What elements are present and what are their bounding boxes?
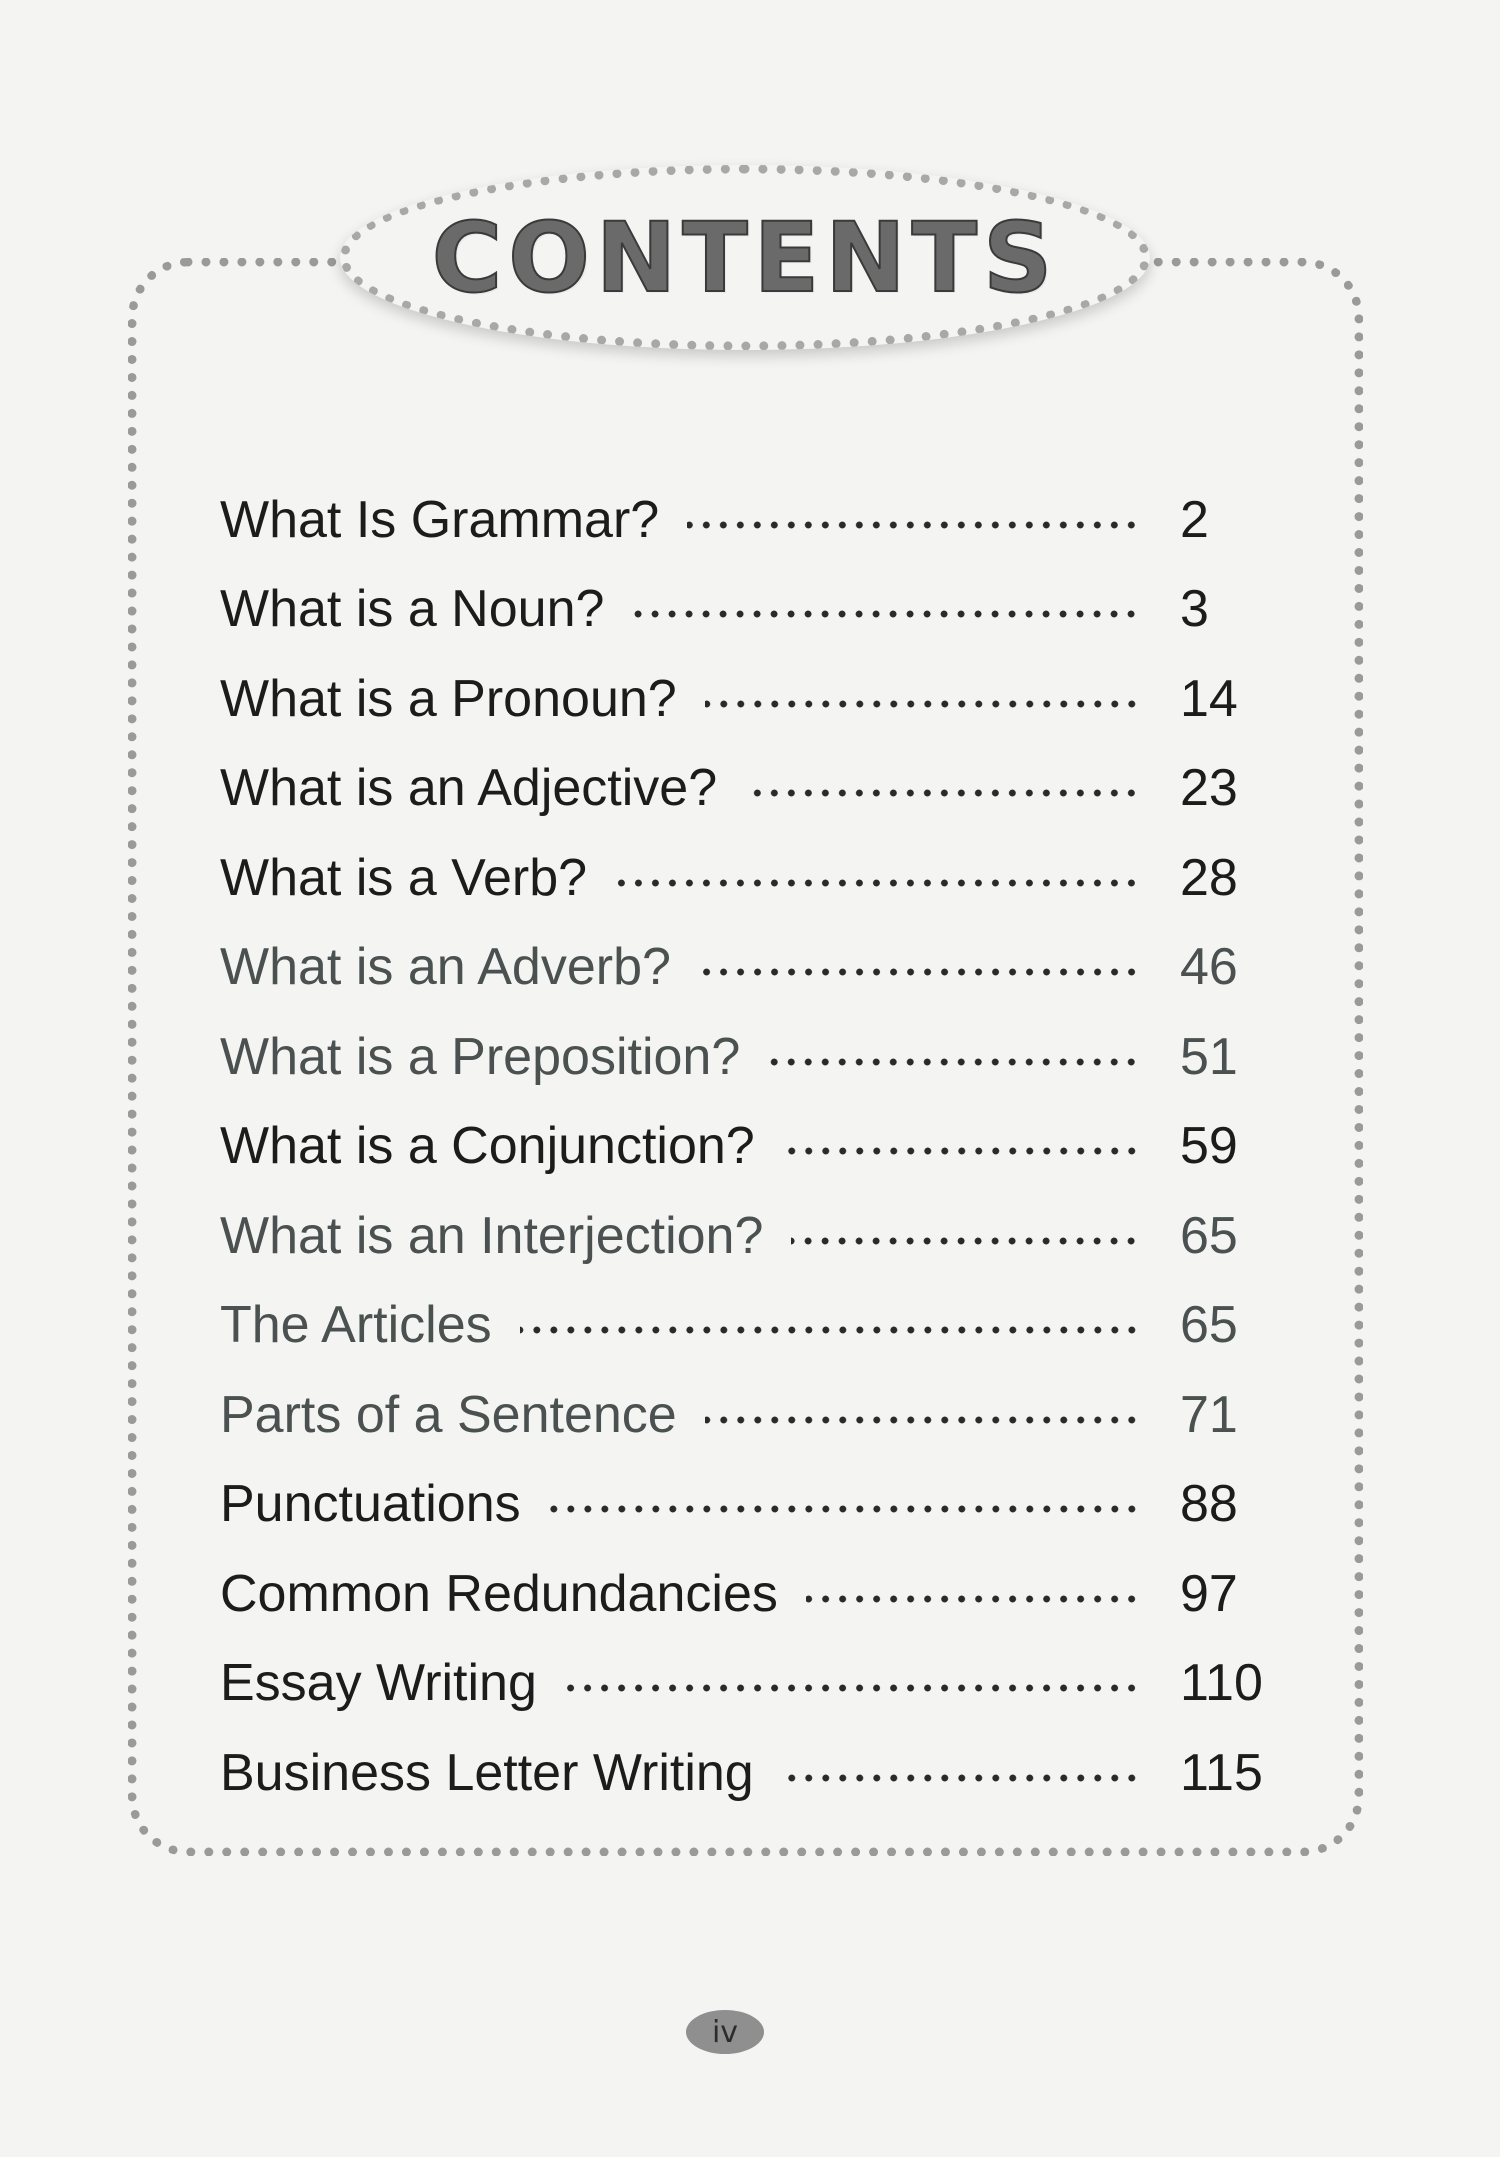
toc-entry[interactable]	[220, 1012, 1280, 1102]
dot-leader	[687, 520, 1140, 530]
dot-leader	[520, 1325, 1140, 1335]
toc-entry-label: The Articles	[220, 1296, 492, 1355]
toc-entry-page: 65	[1180, 1206, 1238, 1265]
page-number: iv	[711, 2014, 739, 2050]
dot-leader	[768, 1057, 1140, 1067]
toc-entry-label: Essay Writing	[220, 1654, 537, 1713]
toc-entry-label: What is a Noun?	[220, 580, 605, 639]
toc-entry[interactable]	[220, 1460, 1280, 1550]
toc-entry[interactable]	[220, 1639, 1280, 1729]
toc-entry-page: 88	[1180, 1475, 1238, 1534]
dot-leader	[782, 1773, 1140, 1783]
toc-entry-page: 71	[1180, 1385, 1238, 1444]
page-number-badge	[686, 2010, 764, 2054]
toc-entry-label: Parts of a Sentence	[220, 1385, 677, 1444]
toc-entry[interactable]	[220, 1281, 1280, 1371]
toc-entry-label: What is a Verb?	[220, 848, 588, 907]
toc-entry[interactable]	[220, 565, 1280, 655]
dot-leader	[705, 1415, 1140, 1425]
toc-entry-page: 59	[1180, 1117, 1238, 1176]
toc-entry-page: 97	[1180, 1564, 1238, 1623]
toc-entry-page: 23	[1180, 759, 1238, 818]
toc-entry-label: What is an Interjection?	[220, 1206, 764, 1265]
contents-title: CONTENTS	[431, 201, 1059, 314]
toc-entry-page: 115	[1180, 1743, 1263, 1802]
toc-entry-page: 46	[1180, 938, 1238, 997]
toc-entry[interactable]	[220, 1370, 1280, 1460]
toc-entry[interactable]	[220, 833, 1280, 923]
toc-entry-label: What is a Pronoun?	[220, 669, 677, 728]
dot-leader	[806, 1594, 1140, 1604]
toc-entry-page: 110	[1180, 1654, 1263, 1713]
toc-entry-page: 2	[1180, 490, 1209, 549]
dot-leader	[745, 788, 1140, 798]
dot-leader	[783, 1146, 1140, 1156]
toc-entry[interactable]	[220, 1191, 1280, 1281]
toc-entry[interactable]	[220, 923, 1280, 1013]
toc-entry-label: What is an Adjective?	[220, 759, 718, 818]
title-oval	[340, 165, 1150, 350]
dot-leader	[791, 1236, 1140, 1246]
toc-entry[interactable]	[220, 1102, 1280, 1192]
toc-entry-page: 65	[1180, 1296, 1238, 1355]
toc-entry[interactable]	[220, 475, 1280, 565]
dot-leader	[705, 699, 1140, 709]
dot-leader	[632, 609, 1140, 619]
dot-leader	[549, 1504, 1140, 1514]
toc-entry-label: Punctuations	[220, 1475, 521, 1534]
dot-leader	[565, 1683, 1140, 1693]
toc-entry-page: 51	[1180, 1027, 1238, 1086]
toc-entry[interactable]	[220, 1549, 1280, 1639]
toc-entry-page: 3	[1180, 580, 1209, 639]
table-of-contents	[220, 475, 1280, 1818]
toc-entry-label: What is a Conjunction?	[220, 1117, 755, 1176]
toc-entry-label: Business Letter Writing	[220, 1743, 754, 1802]
dot-leader	[699, 967, 1140, 977]
toc-entry[interactable]	[220, 654, 1280, 744]
toc-entry-label: What is an Adverb?	[220, 938, 671, 997]
toc-entry-page: 14	[1180, 669, 1238, 728]
toc-entry-label: What is a Preposition?	[220, 1027, 741, 1086]
toc-entry-page: 28	[1180, 848, 1238, 907]
toc-entry[interactable]	[220, 1728, 1280, 1818]
toc-entry-label: Common Redundancies	[220, 1564, 778, 1623]
dot-leader	[615, 878, 1140, 888]
toc-entry[interactable]	[220, 744, 1280, 834]
toc-entry-label: What Is Grammar?	[220, 490, 660, 549]
